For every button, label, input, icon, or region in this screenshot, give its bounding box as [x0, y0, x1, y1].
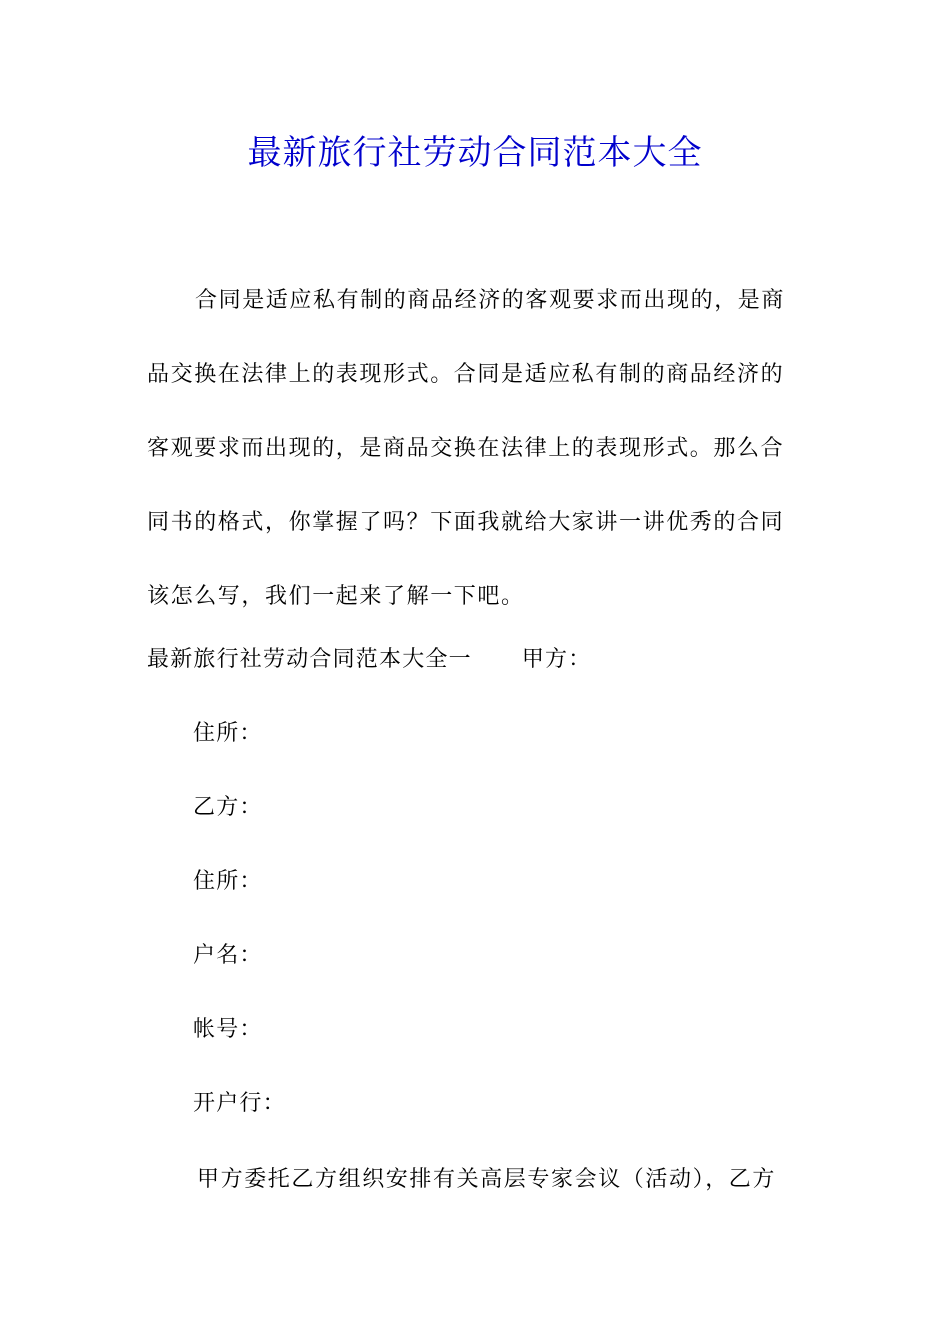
document-title: 最新旅行社劳动合同范本大全: [247, 133, 703, 173]
contract-paragraph: 甲方委托乙方组织安排有关高层专家会议（活动），乙方: [197, 1167, 777, 1192]
section-heading-line: [147, 640, 591, 680]
intro-line: 品交换在法律上的表现形式。合同是适应私有制的商品经济的: [147, 362, 785, 387]
field-account-number: 帐号：: [193, 1017, 263, 1042]
intro-line: 该怎么写，我们一起来了解一下吧。: [147, 584, 525, 609]
intro-line: 合同是适应私有制的商品经济的客观要求而出现的，是商: [195, 288, 786, 313]
field-party-b: 乙方：: [193, 795, 263, 820]
field-bank: 开户行：: [193, 1091, 286, 1116]
field-account-name: 户名：: [193, 943, 263, 968]
field-address-b: 住所：: [193, 869, 263, 894]
intro-line: 客观要求而出现的，是商品交换在法律上的表现形式。那么合: [147, 436, 785, 461]
intro-paragraph: [147, 264, 807, 634]
section-heading: 最新旅行社劳动合同范本大全一: [147, 647, 472, 672]
intro-line: 同书的格式，你掌握了吗？下面我就给大家讲一讲优秀的合同: [147, 510, 785, 535]
party-a-label: 甲方：: [521, 647, 592, 672]
field-address-a: 住所：: [193, 721, 263, 746]
